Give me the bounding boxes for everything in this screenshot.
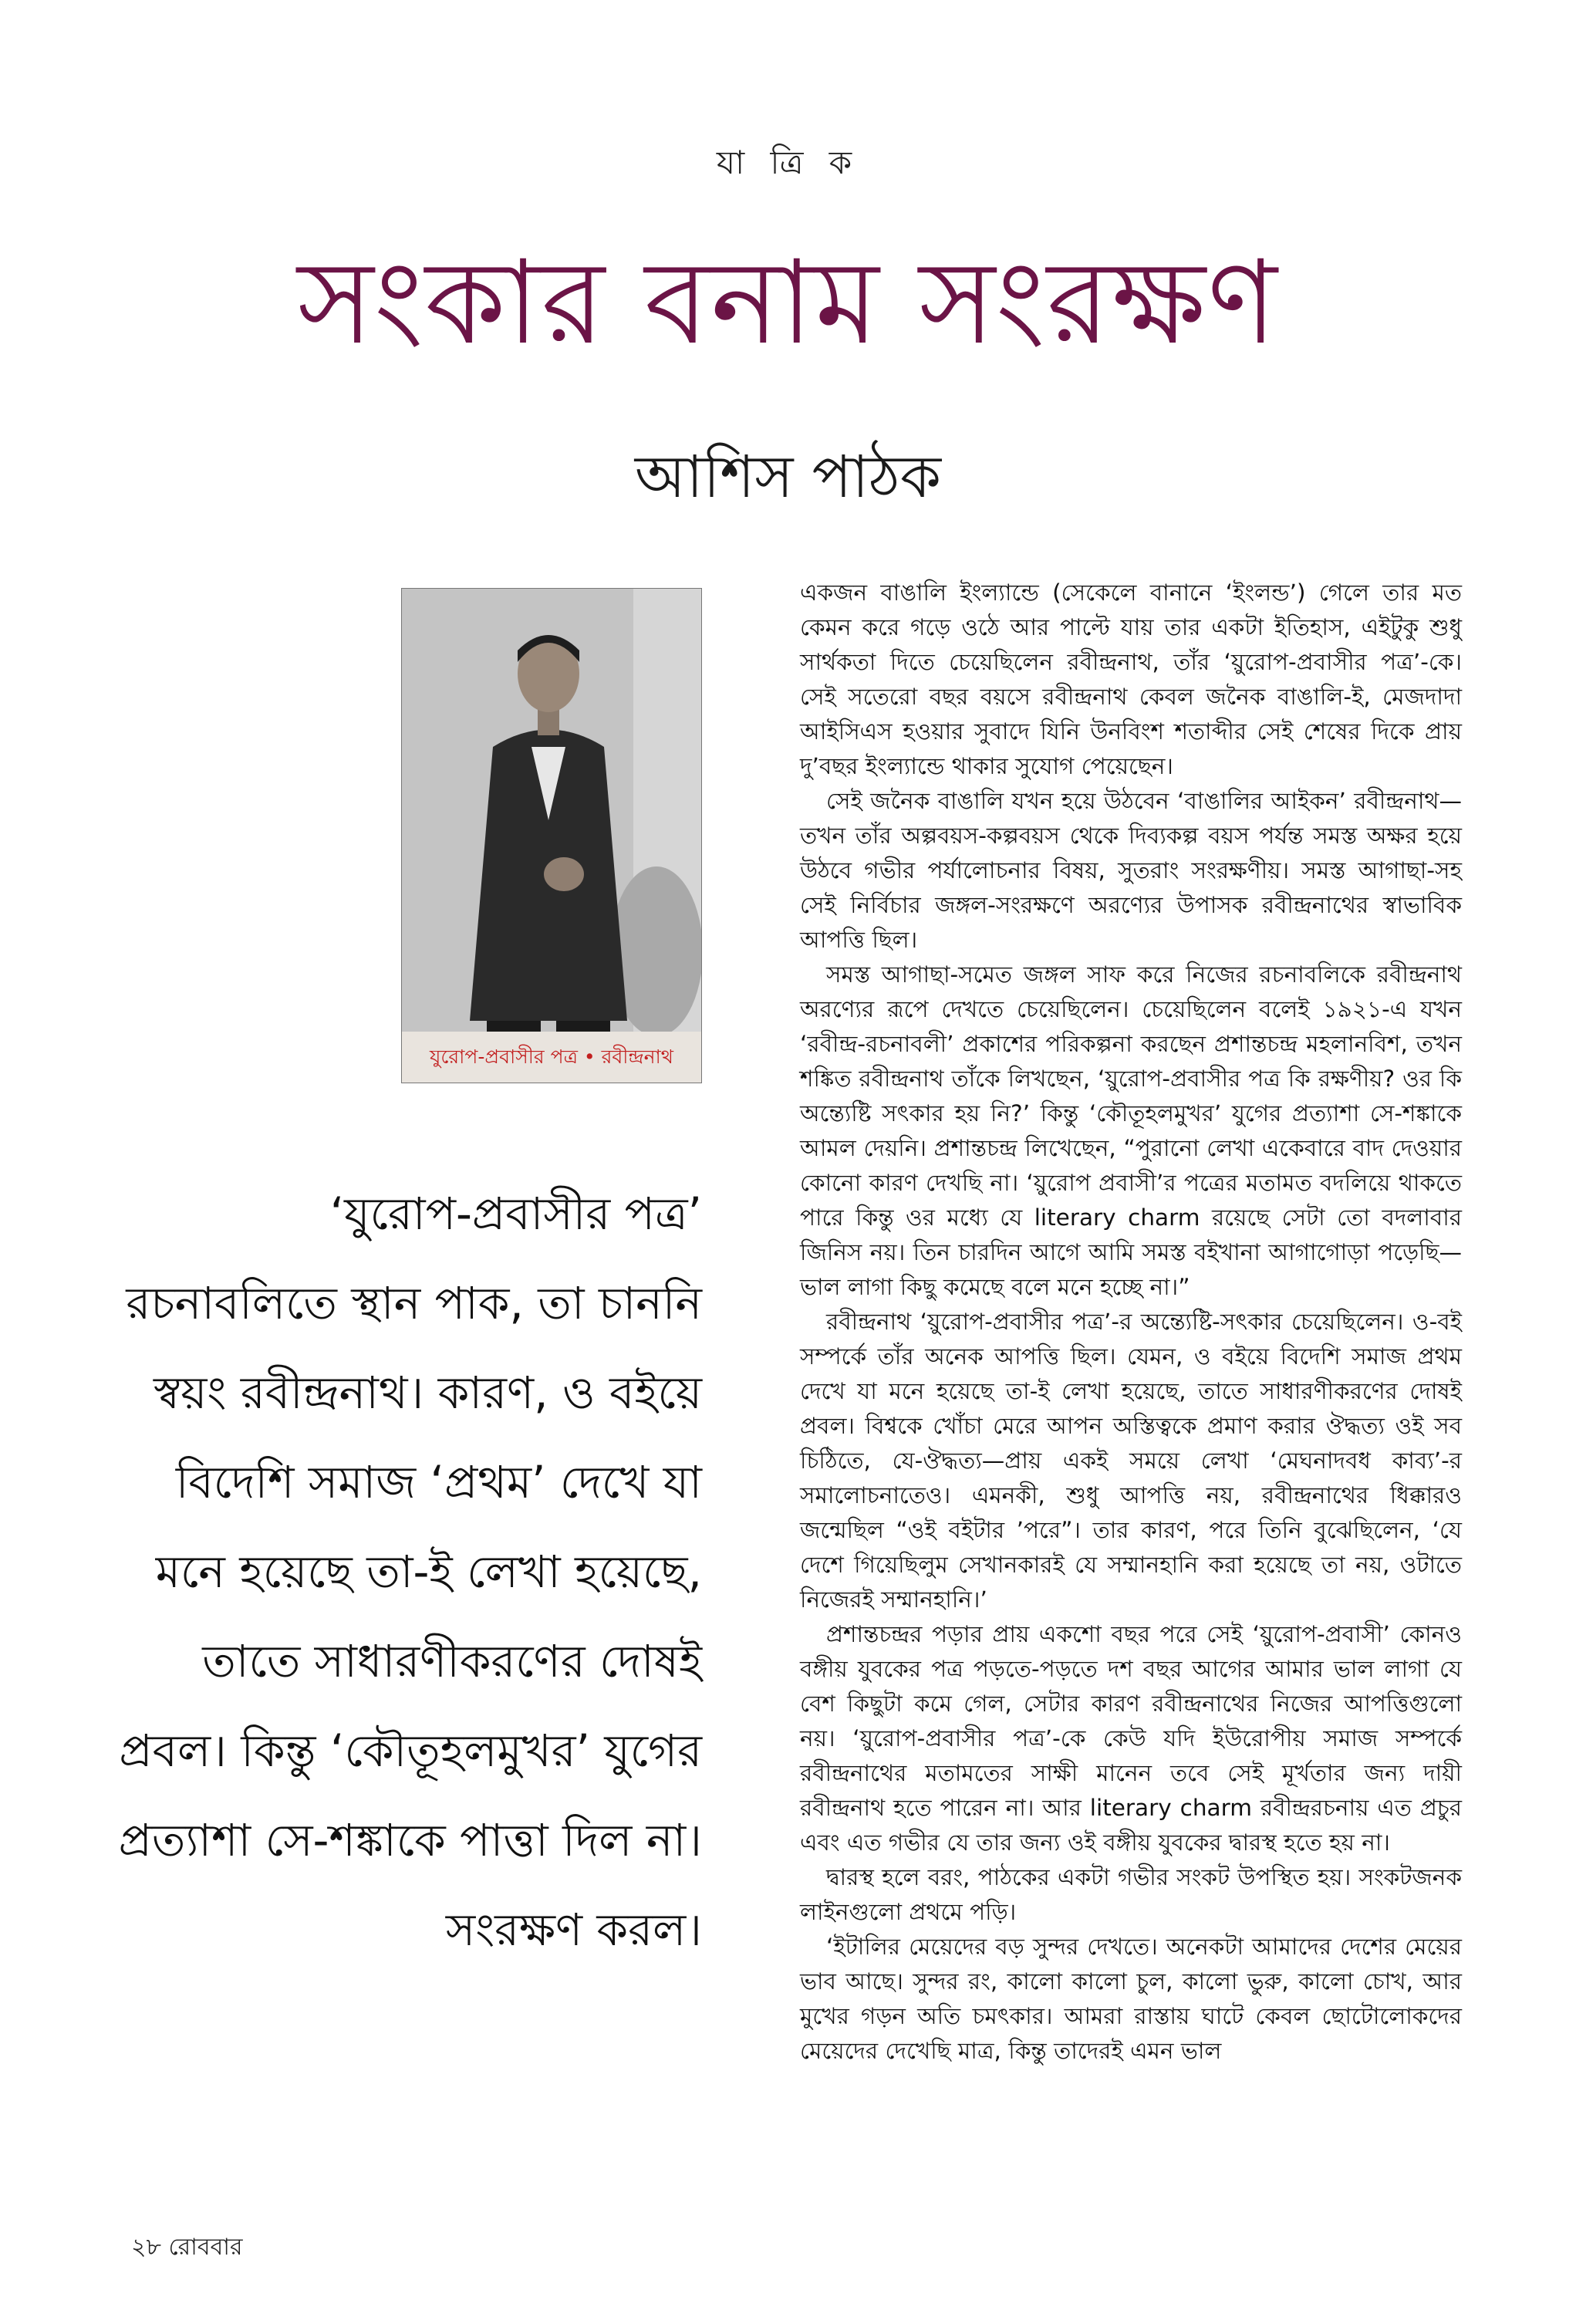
author-byline: আশিস পাঠক <box>634 442 942 511</box>
photo-caption: যুরোপ-প্রবাসীর পত্র • রবীন্দ্রনাথ <box>402 1032 701 1083</box>
body-paragraph: সেই জনৈক বাঙালি যখন হয়ে উঠবেন ‘বাঙালির আইকন’ রবীন্দ্রনাথ—তখন তাঁর অল্পবয়স-কল্পবয়স থেকে দিব্যকল্প বয়স পর্যন্ত সমস্ত অক্ষর হয়ে উঠবে গভীর পর্যালোচনার বিষয়, সুতরাং সংরক্ষণীয়। সমস্ত আগাছা-সহ সেই নির্বিচার জঙ্গল-সংরক্ষণে অরণ্যের উপাসক রবীন্দ্রনাথের স্বাভাবিক আপত্তি ছিল। <box>800 788 1462 953</box>
article-headline: সংকার বনাম সংরক্ষণ <box>297 236 1279 370</box>
body-paragraph: সমস্ত আগাছা-সমেত জঙ্গল সাফ করে নিজের রচনাবলিকে রবীন্দ্রনাথ অরণ্যের রূপে দেখতে চেয়েছিলেন। চেয়েছিলেন বলেই ১৯২১-এ যখন ‘রবীন্দ্র-রচনাবলী’ প্রকাশের পরিকল্পনা করছেন প্রশান্তচন্দ্র মহলানবিশ, তখন শঙ্কিত রবীন্দ্রনাথ তাঁকে লিখছেন, ‘য়ুরোপ-প্রবাসীর পত্র কি রক্ষণীয়? ওর কি অন্ত্যেষ্টি সৎকার হয় নি?’ কিন্তু ‘কৌতূহলমুখর’ যুগের প্রত্যাশা সে-শঙ্কাকে আমল দেয়নি। প্রশান্তচন্দ্র লিখেছেন, “পুরানো লেখা একেবারে বাদ দেওয়ার কোনো কারণ দেখছি না। ‘য়ুরোপ প্রবাসী’র পত্রের মতামত বদলিয়ে থাকতে পারে কিন্তু ওর মধ্যে যে literary charm রয়েছে সেটা তো বদলাবার জিনিস নয়। তিন চারদিন আগে আমি সমস্ত বইখানা আগাগোড়া পড়েছি—ভাল লাগা কিছু কমেছে বলে মনে হচ্ছে না।” <box>800 961 1462 1300</box>
section-label: যা ত্রি ক <box>716 144 860 181</box>
body-paragraph: প্রশান্তচন্দ্রর পড়ার প্রায় একশো বছর পরে সেই ‘য়ুরোপ-প্রবাসী’ কোনও বঙ্গীয় যুবকের পত্র পড়তে-পড়তে দশ বছর আগের আমার ভাল লাগা যে বেশ কিছুটা কমে গেল, সেটার কারণ রবীন্দ্রনাথের নিজের আপত্তিগুলো নয়। ‘য়ুরোপ-প্রবাসীর পত্র’-কে কেউ যদি ইউরোপীয় সমাজ সম্পর্কে রবীন্দ্রনাথের মতামতের সাক্ষী মানেন তবে সেই মূর্খতার জন্য দায়ী রবীন্দ্রনাথ হতে পারেন না। আর literary charm রবীন্দ্ররচনায় এত প্রচুর এবং এত গভীর যে তার জন্য ওই বঙ্গীয় যুবকের দ্বারস্থ হতে হয় না। <box>800 1621 1462 1856</box>
portrait-photo <box>401 588 702 1083</box>
body-paragraph: রবীন্দ্রনাথ ‘য়ুরোপ-প্রবাসীর পত্র’-র অন্ত্যেষ্টি-সৎকার চেয়েছিলেন। ও-বই সম্পর্কে তাঁর অনেক আপত্তি ছিল। যেমন, ও বইয়ে বিদেশি সমাজ প্রথম দেখে যা মনে হয়েছে তা-ই লেখা হয়েছে, তাতে সাধারণীকরণের দোষই প্রবল। বিশ্বকে খোঁচা মেরে আপন অস্তিত্বকে প্রমাণ করার ঔদ্ধত্য ওই সব চিঠিতে, যে-ঔদ্ধত্য—প্রায় একই সময়ে লেখা ‘মেঘনাদবধ কাব্য’-র সমালোচনাতেও। এমনকী, শুধু আপত্তি নয়, রবীন্দ্রনাথের ধিক্কারও জন্মেছিল “ওই বইটার ’পরে”। তার কারণ, পরে তিনি বুঝেছিলেন, ‘যে দেশে গিয়েছিলুম সেখানকারই যে সম্মানহানি করা হয়েছে তা নয়, ওটাতে নিজেরই সম্মানহানি।’ <box>800 1309 1462 1613</box>
body-paragraph: ‘ইটালির মেয়েদের বড় সুন্দর দেখতে। অনেকটা আমাদের দেশের মেয়ের ভাব আছে। সুন্দর রং, কালো কালো চুল, কালো ভুরু, কালো চোখ, আর মুখের গড়ন অতি চমৎকার। আমরা রাস্তায় ঘাটে কেবল ছোটোলোকদের মেয়েদের দেখেছি মাত্র, কিন্তু তাদেরই এমন ভাল <box>800 1934 1462 2064</box>
page-folio: ২৮ রোববার <box>131 2234 243 2261</box>
pull-quote: ‘যুরোপ-প্রবাসীর পত্র’ রচনাবলিতে স্থান পাক, তা চাননি স্বয়ং রবীন্দ্রনাথ। কারণ, ও বইয়ে বিদেশি সমাজ ‘প্রথম’ দেখে যা মনে হয়েছে তা-ই লেখা হয়েছে, তাতে সাধারণীকরণের দোষই প্রবল। কিন্তু ‘কৌতূহলমুখর’ যুগের প্রত্যাশা সে-শঙ্কাকে পাত্তা দিল না। সংরক্ষণ করল। <box>118 1187 702 1956</box>
body-paragraph: দ্বারস্থ হলে বরং, পাঠকের একটা গভীর সংকট উপস্থিত হয়। সংকটজনক লাইনগুলো প্রথমে পড়ি। <box>800 1864 1462 1925</box>
portrait-figure <box>402 589 701 1083</box>
article-body <box>800 576 1462 2069</box>
body-paragraph: একজন বাঙালি ইংল্যান্ডে (সেকেলে বানানে ‘ইংলন্ড’) গেলে তার মত কেমন করে গড়ে ওঠে আর পাল্টে যায় তার একটা ইতিহাস, এইটুকু শুধু সার্থকতা দিতে চেয়েছিলেন রবীন্দ্রনাথ, তাঁর ‘য়ুরোপ-প্রবাসীর পত্র’-কে। সেই সতেরো বছর বয়সে রবীন্দ্রনাথ কেবল জনৈক বাঙালি-ই, মেজদাদা আইসিএস হওয়ার সুবাদে যিনি উনবিংশ শতাব্দীর সেই শেষের দিকে প্রায় দু’বছর ইংল্যান্ডে থাকার সুযোগ পেয়েছেন। <box>800 579 1462 779</box>
